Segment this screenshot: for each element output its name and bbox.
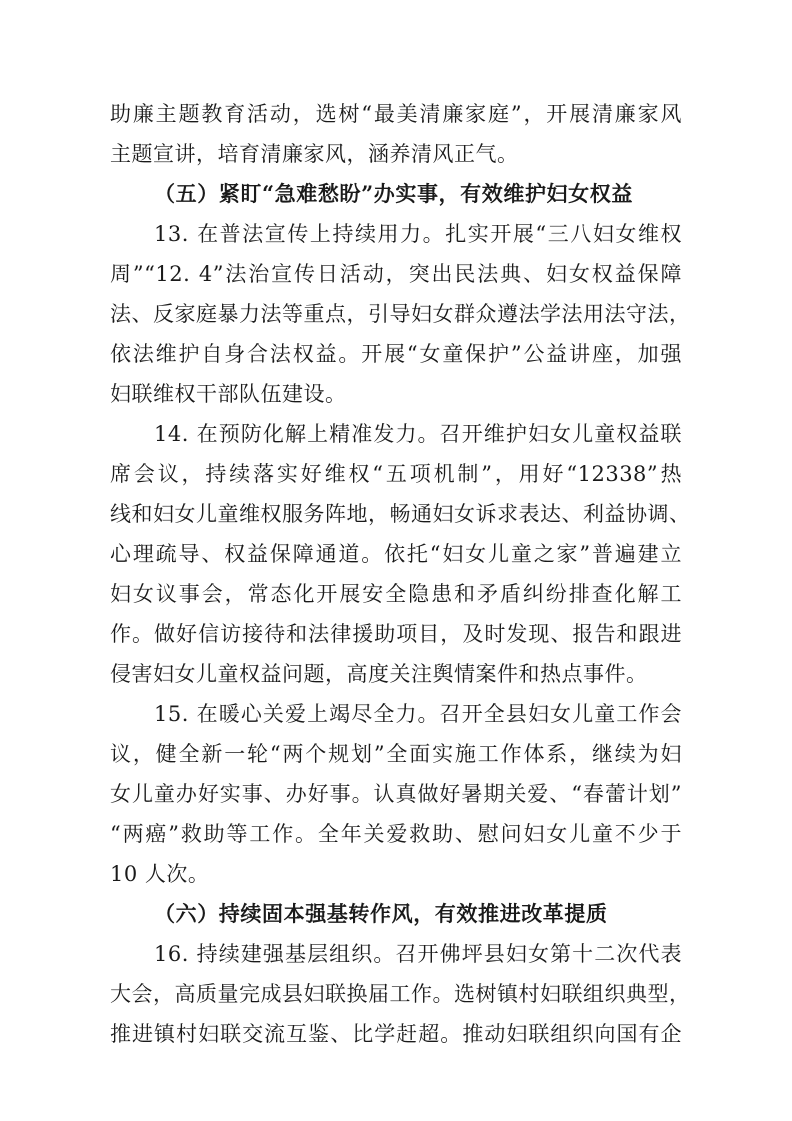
body-text-line: 线和妇女儿童维权服务阵地，畅通妇女诉求表达、利益协调、 [110,502,691,526]
body-text-line: 推进镇村妇联交流互鉴、比学赶超。推动妇联组织向国有企 [110,1022,682,1046]
body-text-line: 侵害妇女儿童权益问题，高度关注舆情案件和热点事件。 [110,662,648,686]
paragraph-first-line: 13. 在普法宣传上持续用力。扎实开展“三八妇女维权 [154,222,682,246]
body-text-line: 心理疏导、权益保障通道。依托“妇女儿童之家”普遍建立 [110,542,682,566]
body-text-line: “两癌”救助等工作。全年关爱救助、慰问妇女儿童不少于 [110,822,682,846]
body-text-line: 席会议，持续落实好维权“五项机制”，用好“12338”热 [110,462,682,486]
paragraph-first-line: 14. 在预防化解上精准发力。召开维护妇女儿童权益联 [154,422,682,446]
body-text-line: 法、反家庭暴力法等重点，引导妇女群众遵法学法用法守法， [110,302,691,326]
body-text-line: 10 人次。 [110,862,210,886]
section-heading: （五）紧盯“急难愁盼”办实事，有效维护妇女权益 [154,181,633,206]
body-text-line: 妇联维权干部队伍建设。 [110,382,347,406]
document-page [110,94,691,1054]
body-text-line: 女儿童办好实事、办好事。认真做好暑期关爱、“春蕾计划” [110,782,682,806]
paragraph-first-line: 15. 在暖心关爱上竭尽全力。召开全县妇女儿童工作会 [154,702,682,726]
section-heading: （六）持续固本强基转作风，有效推进改革提质 [154,901,608,926]
body-text-line: 助廉主题教育活动，选树“最美清廉家庭”，开展清廉家风 [110,102,682,126]
body-text-line: 大会，高质量完成县妇联换届工作。选树镇村妇联组织典型， [110,982,691,1006]
body-text-line: 周”“12. 4”法治宣传日活动，突出民法典、妇女权益保障 [110,262,682,286]
body-text-line: 作。做好信访接待和法律援助项目，及时发现、报告和跟进 [110,622,682,646]
body-text-line: 主题宣讲，培育清廉家风，涵养清风正气。 [110,142,519,166]
body-text-line: 依法维护自身合法权益。开展“女童保护”公益讲座，加强 [110,342,682,366]
body-text-line: 议，健全新一轮“两个规划”全面实施工作体系，继续为妇 [110,742,682,766]
body-text-line: 妇女议事会，常态化开展安全隐患和矛盾纠纷排查化解工 [110,582,682,606]
paragraph-first-line: 16. 持续建强基层组织。召开佛坪县妇女第十二次代表 [154,942,682,966]
